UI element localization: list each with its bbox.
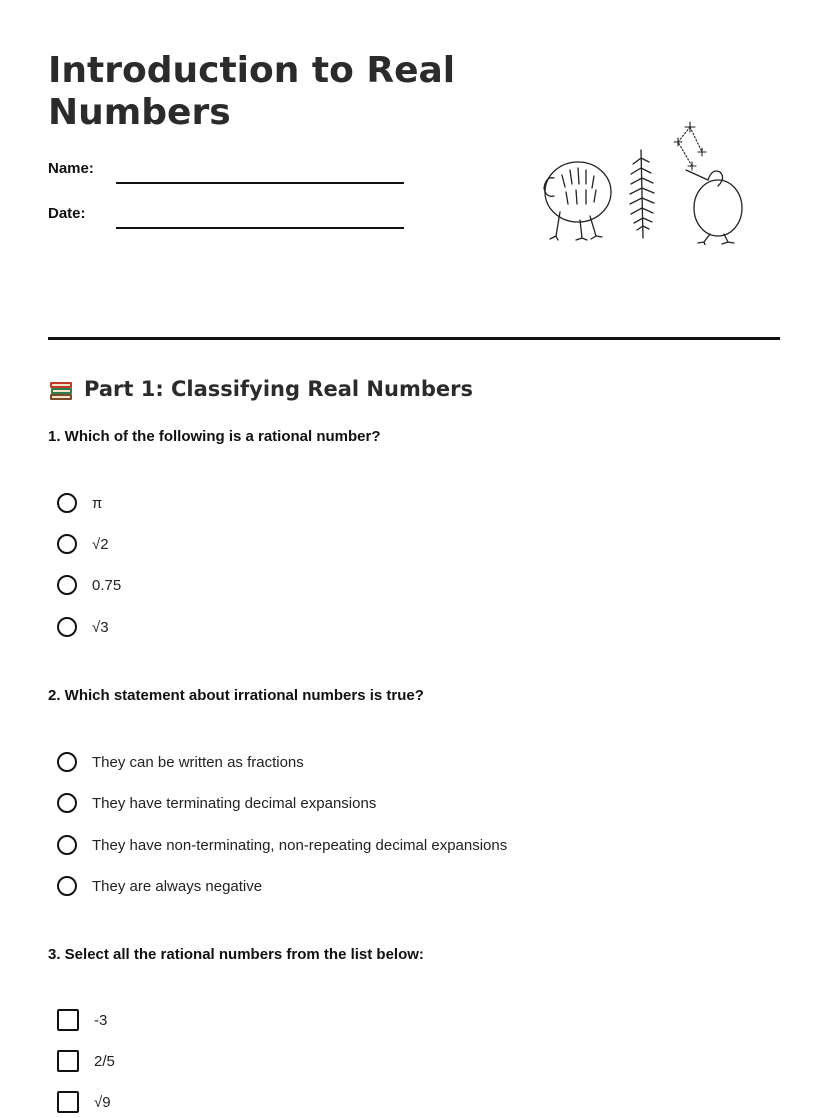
radio-button[interactable] [57,575,77,595]
radio-button[interactable] [57,617,77,637]
fern-icon [630,150,654,238]
name-line[interactable] [116,182,404,184]
date-field[interactable] [48,205,408,233]
option-label: -3 [94,1011,108,1029]
section-heading [48,373,473,405]
stars-icon [674,122,706,170]
option-label: 2/5 [94,1052,115,1070]
q1-option-3[interactable] [57,572,121,598]
q3-option-3[interactable] [57,1089,111,1115]
question-2-text: 2. Which statement about irrational numbers is true? [48,687,424,704]
option-label: √2 [92,535,109,553]
radio-button[interactable] [57,793,77,813]
option-label: √9 [94,1093,111,1111]
checkbox[interactable] [57,1009,79,1031]
q3-option-1[interactable] [57,1007,107,1033]
q1-option-2[interactable] [57,531,109,557]
kiwi-right-icon [686,170,742,245]
books-icon [48,376,74,402]
q2-option-4[interactable] [57,873,262,899]
title-line-1: Introduction to Real [48,50,456,91]
radio-button[interactable] [57,752,77,772]
option-label: They have terminating decimal expansions [92,794,377,812]
option-label: 0.75 [92,576,122,594]
q2-option-1[interactable] [57,749,304,775]
question-1-text: 1. Which of the following is a rational number? [48,428,381,445]
option-label: They can be written as fractions [92,753,304,771]
q1-option-1[interactable] [57,490,102,516]
option-label: π [92,494,103,512]
radio-button[interactable] [57,493,77,513]
radio-button[interactable] [57,534,77,554]
section-title: Part 1: Classifying Real Numbers [84,377,473,401]
name-label: Name: [48,160,94,177]
kiwi-left-icon [544,162,611,240]
option-label: They are always negative [92,877,263,895]
option-label: √3 [92,618,109,636]
radio-button[interactable] [57,876,77,896]
section-divider [48,337,780,340]
date-line[interactable] [116,227,404,229]
title-line-2: Numbers [48,92,231,133]
kiwi-fern-illustration [540,120,750,245]
date-label: Date: [48,205,86,222]
q2-option-2[interactable] [57,790,376,816]
name-field[interactable] [48,160,408,188]
option-label: They have non-terminating, non-repeating decimal expansions [92,836,508,854]
q3-option-2[interactable] [57,1048,115,1074]
page-title [48,50,468,134]
checkbox[interactable] [57,1050,79,1072]
question-3-text: 3. Select all the rational numbers from the list below: [48,946,424,963]
q1-option-4[interactable] [57,614,109,640]
radio-button[interactable] [57,835,77,855]
checkbox[interactable] [57,1091,79,1113]
q2-option-3[interactable] [57,832,507,858]
